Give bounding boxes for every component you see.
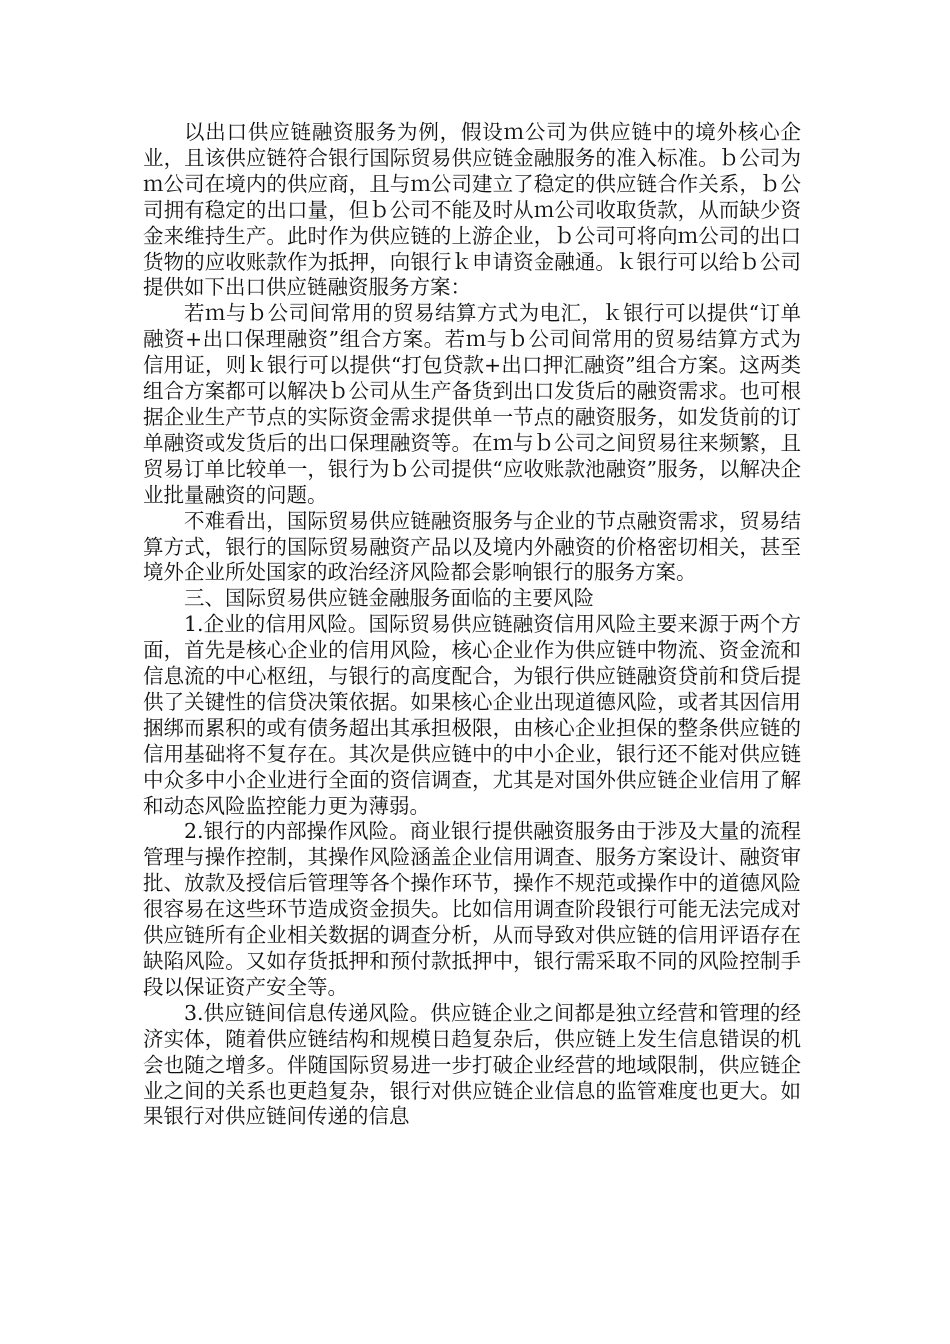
paragraph-export-financing-example: 以出口供应链融资服务为例，假设ｍ公司为供应链中的境外核心企业，且该供应链符合银行国际贸易供应链金融服务的准入标准。ｂ公司为ｍ公司在境内的供应商，且与ｍ公司建立了稳定的供应链合作关系，ｂ公司拥有稳定的出口量，但ｂ公司不能及时从ｍ公司收取货款，从而缺少资金来维持生产。此时作为供应链的上游企业，ｂ公司可将向ｍ公司的出口货物的应收账款作为抵押，向银行ｋ申请资金融通。ｋ银行可以给ｂ公司提供如下出口供应链融资服务方案： [143, 120, 801, 300]
paragraph-credit-risk: 1.企业的信用风险。国际贸易供应链融资信用风险主要来源于两个方面，首先是核心企业的信用风险，核心企业作为供应链中物流、资金流和信息流的中心枢纽，与银行的高度配合，为银行供应链融资贷前和贷后提供了关键性的信贷决策依据。如果核心企业出现道德风险，或者其因信用捆绑而累积的或有债务超出其承担极限，由核心企业担保的整条供应链的信用基础将不复存在。其次是供应链中的中小企业，银行还不能对供应链中众多中小企业进行全面的资信调查，尤其是对国外供应链企业信用了解和动态风险监控能力更为薄弱。 [143, 612, 801, 818]
paragraph-combination-schemes: 若ｍ与ｂ公司间常用的贸易结算方式为电汇，ｋ银行可以提供“订单融资+出口保理融资”组合方案。若ｍ与ｂ公司间常用的贸易结算方式为信用证，则ｋ银行可以提供“打包贷款+出口押汇融资”组合方案。这两类组合方案都可以解决ｂ公司从生产备货到出口发货后的融资需求。也可根据企业生产节点的实际资金需求提供单一节点的融资服务，如发货前的订单融资或发货后的出口保理融资等。在ｍ与ｂ公司之间贸易往来频繁，且贸易订单比较单一，银行为ｂ公司提供“应收账款池融资”服务，以解决企业批量融资的问题。 [143, 301, 801, 507]
section-heading-main-risks: 三、国际贸易供应链金融服务面临的主要风险 [184, 586, 594, 611]
paragraph-related-factors: 不难看出，国际贸易供应链融资服务与企业的节点融资需求，贸易结算方式，银行的国际贸易融资产品以及境内外融资的价格密切相关，甚至境外企业所处国家的政治经济风险都会影响银行的服务方案。 [143, 508, 801, 585]
paragraph-information-risk: 3.供应链间信息传递风险。供应链企业之间都是独立经营和管理的经济实体，随着供应链结构和规模日趋复杂后，供应链上发生信息错误的机会也随之增多。伴随国际贸易进一步打破企业经营的地域限制，供应链企业之间的关系也更趋复杂，银行对供应链企业信息的监管难度也更大。如果银行对供应链间传递的信息 [143, 1000, 801, 1129]
document-body [143, 120, 801, 1130]
paragraph-operational-risk: 2.银行的内部操作风险。商业银行提供融资服务由于涉及大量的流程管理与操作控制，其操作风险涵盖企业信用调查、服务方案设计、融资审批、放款及授信后管理等各个操作环节，操作不规范或操作中的道德风险很容易在这些环节造成资金损失。比如信用调查阶段银行可能无法完成对供应链所有企业相关数据的调查分析，从而导致对供应链的信用评语存在缺陷风险。又如存货抵押和预付款抵押中，银行需采取不同的风险控制手段以保证资产安全等。 [143, 819, 801, 999]
